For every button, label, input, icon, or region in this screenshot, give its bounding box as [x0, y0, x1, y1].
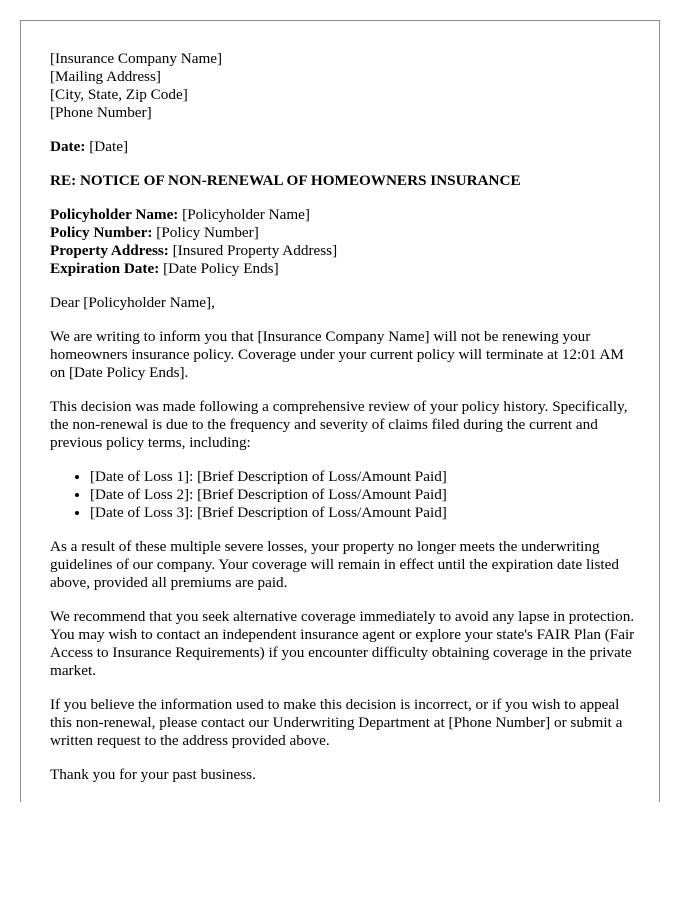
- policy-info-row: [50, 224, 640, 242]
- policy-info-label: Policyholder Name:: [50, 206, 179, 223]
- date-value: [Date]: [89, 138, 129, 155]
- policy-info-label: Expiration Date:: [50, 260, 160, 277]
- body-paragraph: If you believe the information used to make this decision is incorrect, or if you wish to appeal this non-renewal, please contact our Underwriting Department at [Phone Number] or submit a written request to the address provided above.: [50, 696, 623, 749]
- policy-info-value: [Date Policy Ends]: [163, 260, 279, 277]
- subject-line: RE: NOTICE OF NON-RENEWAL OF HOMEOWNERS INSURANCE: [50, 172, 521, 189]
- closing-paragraph: Thank you for your past business.: [50, 766, 256, 783]
- policy-info-row: [50, 206, 640, 224]
- sender-address-block: [50, 50, 640, 122]
- letter-page: [20, 20, 660, 802]
- date-line: [50, 138, 640, 156]
- loss-list: [50, 468, 640, 522]
- policy-info-value: [Insured Property Address]: [172, 242, 338, 259]
- date-label: Date:: [50, 138, 86, 155]
- sender-mailing-address: [Mailing Address]: [50, 68, 161, 85]
- loss-list-item: • [Date of Loss 3]: [Brief Description of Loss/Amount Paid]: [90, 504, 640, 522]
- salutation: Dear [Policyholder Name],: [50, 294, 215, 311]
- policy-info-label: Property Address:: [50, 242, 169, 259]
- loss-list-item: • [Date of Loss 2]: [Brief Description of Loss/Amount Paid]: [90, 486, 640, 504]
- letter-content: [50, 50, 640, 800]
- sender-company: [Insurance Company Name]: [50, 50, 223, 67]
- body-paragraph: As a result of these multiple severe losses, your property no longer meets the underwriting guidelines of our company. Your coverage will remain in effect until the expiration date listed above, provided all premiums are paid.: [50, 538, 619, 591]
- policy-info-value: [Policyholder Name]: [182, 206, 310, 223]
- policy-info-block: [50, 206, 640, 278]
- policy-info-row: [50, 242, 640, 260]
- body-paragraph: We recommend that you seek alternative coverage immediately to avoid any lapse in protection. You may wish to contact an independent insurance agent or explore your state's FAIR Plan (Fair Access to Insurance Requirements) if you encounter difficulty obtaining coverage in the private market.: [50, 608, 635, 679]
- policy-info-row: [50, 260, 640, 278]
- sender-phone: [Phone Number]: [50, 104, 152, 121]
- loss-list-item: • [Date of Loss 1]: [Brief Description of Loss/Amount Paid]: [90, 468, 640, 486]
- sender-city-state-zip: [City, State, Zip Code]: [50, 86, 188, 103]
- body-paragraph: This decision was made following a comprehensive review of your policy history. Specifically, the non-renewal is due to the frequency and severity of claims filed during the current and previous policy terms, including:: [50, 398, 628, 451]
- body-paragraph: We are writing to inform you that [Insurance Company Name] will not be renewing your homeowners insurance policy. Coverage under your current policy will terminate at 12:01 AM on [Date Policy Ends].: [50, 328, 624, 381]
- policy-info-label: Policy Number:: [50, 224, 153, 241]
- policy-info-value: [Policy Number]: [156, 224, 259, 241]
